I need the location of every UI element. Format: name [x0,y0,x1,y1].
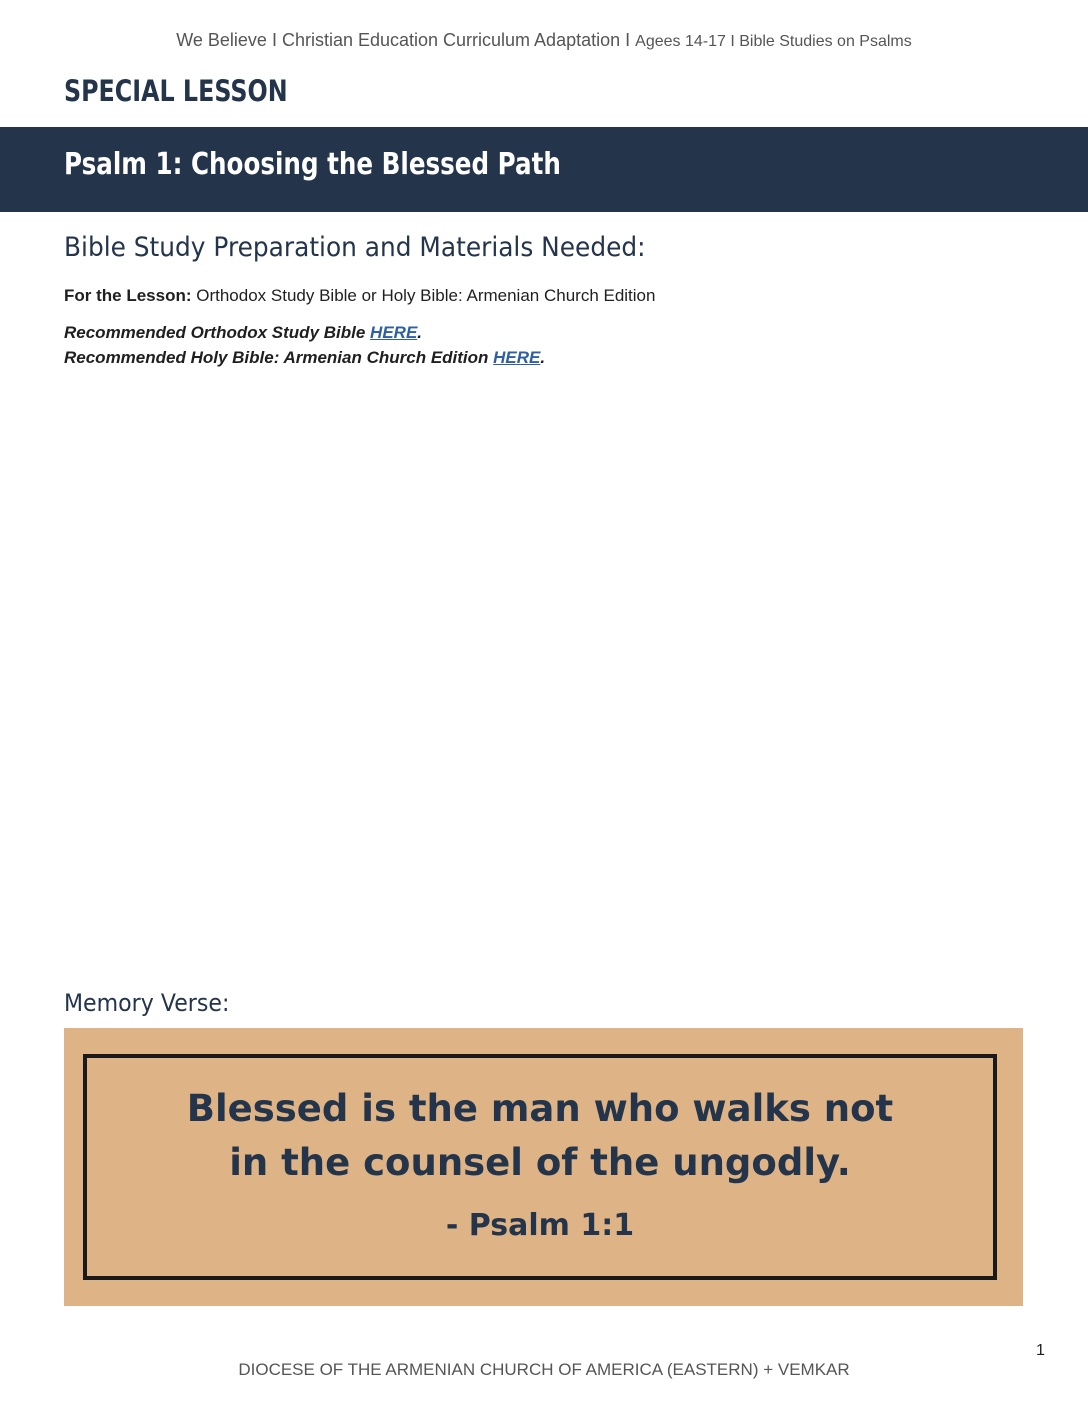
orthodox-bible-link[interactable]: HERE [370,323,418,342]
page-number: 1 [1036,1342,1045,1359]
verse-line-1: Blessed is the man who walks not [186,1087,894,1130]
verse-reference: - Psalm 1:1 [445,1208,635,1243]
armenian-bible-link[interactable]: HERE [493,348,541,367]
lesson-materials-text: Orthodox Study Bible or Holy Bible: Armenian Church Edition [191,286,656,305]
lesson-title: Psalm 1: Choosing the Blessed Path [64,147,561,182]
special-lesson-label: SPECIAL LESSON [64,74,288,108]
preparation-heading: Bible Study Preparation and Materials Needed: [64,232,646,263]
page-footer: DIOCESE OF THE ARMENIAN CHURCH OF AMERICA (EASTERN) + VEMKAR [238,1360,850,1379]
recommendation-orthodox [64,323,422,343]
memory-verse-frame [83,1054,997,1280]
lesson-materials-label: For the Lesson: [64,286,192,305]
recommendation-armenian-period: . [540,348,546,367]
running-header [0,30,1088,51]
memory-verse-text [87,1082,993,1190]
memory-verse-panel [64,1028,1023,1306]
running-header-audience: Agees 14-17 I Bible Studies on Psalms [635,33,912,50]
recommendation-armenian-text: Recommended Holy Bible: Armenian Church Edition [64,348,494,367]
recommendation-orthodox-text: Recommended Orthodox Study Bible [64,323,371,342]
verse-line-2: in the counsel of the ungodly. [229,1141,851,1184]
lesson-materials-line [64,286,655,306]
recommendation-armenian [64,348,545,368]
recommendation-orthodox-period: . [417,323,423,342]
title-band [0,127,1088,212]
running-header-main: We Believe I Christian Education Curriculum Adaptation I [176,30,636,50]
memory-verse-heading: Memory Verse: [64,989,230,1017]
